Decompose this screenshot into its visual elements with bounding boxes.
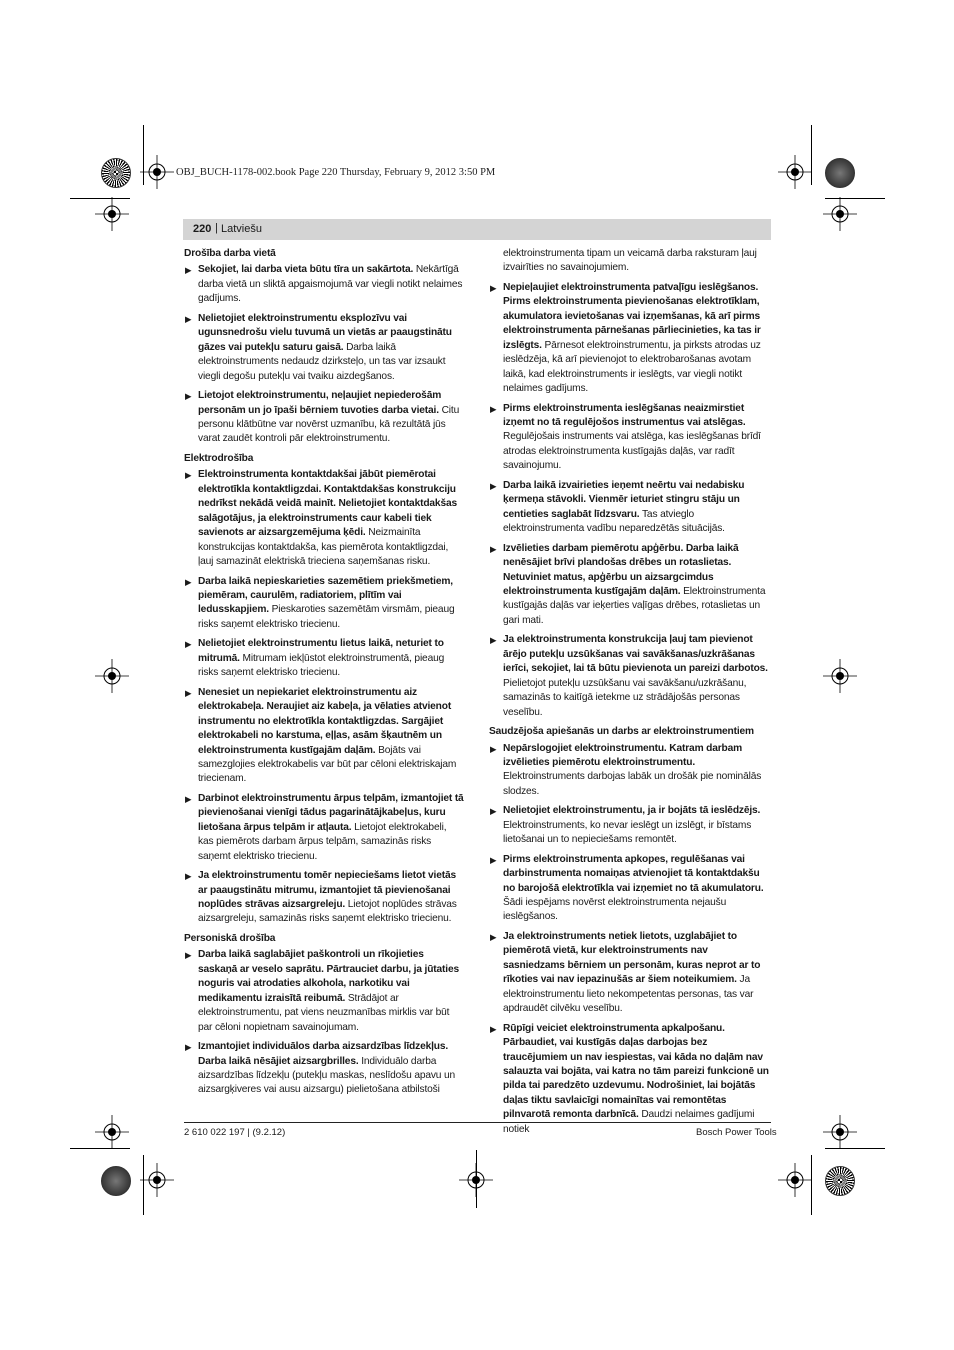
instruction-text: Pārnesot elektroinstrumentu, ja pirksts atrodas uz ieslēdzēja, kā arī pievienojot to elektrobarošanas avotam laikā, kad elektroinstruments ir ieslēgts, var viegli notikt nelaimes gadījums. [503,339,761,395]
triangle-bullet-icon: ▶ [185,687,192,698]
right-column [489,247,769,1142]
safety-instruction [489,742,769,800]
triangle-bullet-icon: ▶ [490,480,497,491]
instruction-bold: Darba laikā izvairieties ieņemt neērtu vai nedabisku ķermeņa stāvokli. Vienmēr ieturiet stingru stāju un centieties saglabāt līdzsvaru. [503,479,745,520]
instruction-bold: Nelietojiet elektroinstrumentu eksplozīvu vai ugunsnedrošu vielu tuvumā un vietās ar paaugstinātu gāzes vai putekļu saturu gaisā. [198,312,452,353]
color-calibration-disc-icon [101,1166,131,1196]
safety-instruction [489,281,769,397]
crop-mark [143,125,144,185]
instruction-text: Elektroinstruments, ko nevar ieslēgt un izslēgt, ir bīstams lietošanai un to nepieciešams remontēt. [503,819,752,846]
triangle-bullet-icon: ▶ [490,403,497,414]
registration-mark-icon [95,659,129,693]
triangle-bullet-icon: ▶ [490,1023,497,1034]
instruction-bold: Darba laikā nepieskarieties sazemētiem priekšmetiem, piemēram, caurulēm, radiatoriem, plītīm vai ledusskapjiem. [198,575,453,616]
instruction-text: Elektroinstruments darbojas labāk un drošāk pie nominālās slodzes. [503,771,762,797]
footer-rule [184,1122,771,1123]
instruction-text: Citu personu klātbūtne var novērst uzmanību, kā rezultātā jūs varat zaudēt kontroli pār elektroinstrumentu. [198,404,460,445]
instruction-bold: Pirms elektroinstrumenta apkopes, regulēšanas vai darbinstrumenta nomaiņas atvienojiet tā kontaktdakšu no barojošā elektrotīkla vai izņemiet no tā akumulatoru. [503,853,764,894]
registration-mark-icon [140,155,174,189]
crop-mark [70,1148,130,1149]
triangle-bullet-icon: ▶ [185,639,192,650]
instruction-bold: Nelietojiet elektroinstrumentu, ja ir bojāts tā ieslēdzējs. [503,805,761,817]
triangle-bullet-icon: ▶ [185,576,192,587]
instruction-bold: Ja elektroinstruments netiek lietots, uzglabājiet to piemērotā vietā, kur elektroinstruments nav sasniedzams bērniem un personām, kuras neprot ar to rīkoties vai nav iepazinušās ar šiem noteikumiem. [503,930,761,986]
color-calibration-disc-icon [825,158,855,188]
safety-instruction [489,930,769,1017]
crop-mark [143,1155,144,1215]
safety-instruction [184,263,464,306]
safety-instruction [184,575,464,633]
page-header [183,219,771,240]
instruction-bold: Darbinot elektroinstrumentu ārpus telpām, izmantojiet tā pievienošanai vienīgi tādus pagarinātājkabeļus, kuru lietošana ārpus telpām ir atļauta. [198,792,464,833]
instruction-text: Regulējošais instruments vai atslēga, kas ieslēgšanas brīdī atrodas elektroinstrumenta kustīgajās daļās, var radīt savainojumu. [503,431,761,472]
safety-instruction [184,948,464,1035]
print-slug: OBJ_BUCH-1178-002.book Page 220 Thursday, February 9, 2012 3:50 PM [176,167,496,178]
registration-mark-icon [823,197,857,231]
triangle-bullet-icon: ▶ [185,1042,192,1053]
footer-brand: Bosch Power Tools [696,1127,777,1138]
safety-instruction [489,542,769,629]
instruction-bold: Ja elektroinstrumentu tomēr nepieciešams lietot vietās ar paaugstinātu mitrumu, izmantojiet tā pievienošanai noplūdes strāvas aizsargreleju. [198,870,457,911]
safety-instruction [489,402,769,474]
header-language: Latviešu [221,223,262,235]
safety-instruction [489,853,769,925]
instruction-text: Strādājot ar elektroinstrumentu, pat viens neuzmanības mirklis var būt par cēloni nopietnam savainojumam. [198,992,450,1033]
page-number: 220 [193,223,212,235]
safety-instruction [184,389,464,447]
triangle-bullet-icon: ▶ [490,282,497,293]
triangle-bullet-icon: ▶ [490,854,497,865]
safety-instruction [184,637,464,680]
instruction-bold: Elektroinstrumenta kontaktdakšai jābūt piemērotai elektrotīkla kontaktligzdai. Kontaktdakšas konstrukciju nedrīkst nekādā veidā mainīt. Nelietojiet kontaktdakšas salāgotājus, ja elektroinstruments caur kabeli tiek savienots ar aizsargzemējuma ķēdi. [198,469,457,539]
instruction-text: Bojāts vai samezglojies elektrokabelis var būt par cēloni elektriskajam triecienam. [198,744,457,785]
instruction-bold: Izmantojiet individuālos darba aizsardzības līdzekļus. Darba laikā nēsājiet aizsargbrilles. [198,1041,449,1067]
triangle-bullet-icon: ▶ [490,743,497,754]
safety-instruction [489,479,769,537]
triangle-bullet-icon: ▶ [185,313,192,324]
crop-mark [811,1155,812,1215]
registration-mark-icon [95,197,129,231]
crop-mark [825,1148,885,1149]
registration-mark-icon [778,1163,812,1197]
registration-mark-icon [95,1115,129,1149]
instruction-bold: Rūpīgi veiciet elektroinstrumenta apkalpošanu. Pārbaudiet, vai kustīgās daļas darbojas bez traucējumiem un nav iespiestas, vai kāda no daļām nav salauzta vai bojāta, vai katra no tām pareizi funkcionē un pilda tai paredzēto uzdevumu. Nodrošiniet, lai bojātās daļas tiktu savlaicīgi nomainītas vai remontētas pilnvarotā remonta darbnīcā. [503,1022,769,1121]
instruction-text: Pielietojot putekļu uzsūkšanu vai savākšanu/uzkrāšanu, samazinās to kaitīgā ietekme uz strādājošās personas veselību. [503,677,747,718]
triangle-bullet-icon: ▶ [185,950,192,961]
registration-mark-icon [778,155,812,189]
registration-mark-icon [823,659,857,693]
instruction-text: Tas atvieglo elektroinstrumenta vadību neparedzētās situācijās. [503,508,725,535]
instruction-text: Daudzi nelaimes gadījumi notiek [503,1109,755,1135]
instruction-bold: Ja elektroinstrumenta konstrukcija ļauj tam pievienot ārējo putekļu uzsūkšanas vai savākšanas/uzkrāšanas ierīci, sekojiet, lai tā būtu pievienota un pareizi darbotos. [503,634,768,675]
section-heading: Drošība darba vietā [184,248,276,259]
instruction-text: Elektroinstrumenta kustīgajās daļās var ieķerties vaļīgas drēbes, rotaslietas un gari mati. [503,585,766,626]
instruction-bold: Izvēlieties darbam piemērotu apģērbu. Darba laikā nenēsājiet brīvi plandošas drēbes un rotaslietas. Netuviniet matus, apģērbu un aizsargcimdus elektroinstrumenta kustīgajām daļām. [503,542,739,597]
left-column [184,247,464,1103]
instruction-text: Ja elektroinstrumentu lieto nekompetentas personas, tas var apdraudēt cilvēku veselību. [503,974,754,1015]
section-heading: Elektrodrošība [184,452,254,464]
instruction-text: Individuālo darba aizsardzības līdzekļu (putekļu maskas, neslīdošu apavu un aizsargķiveres vai ausu aizsargu) pielietošana atbilstoši [198,1055,456,1096]
instruction-text: Mitrumam iekļūstot elektroinstrumentā, pieaug risks saņemt elektrisko triecienu. [198,652,445,679]
triangle-bullet-icon: ▶ [490,635,497,646]
safety-instruction [184,312,464,384]
footer-doc-number: 2 610 022 197 | (9.2.12) [184,1127,286,1138]
color-calibration-disc-icon [101,158,131,188]
triangle-bullet-icon: ▶ [185,391,192,402]
instruction-bold: Nenesiet un nepiekariet elektroinstrumentu aiz elektrokabeļa. Neraujiet aiz kabeļa, ja vēlaties atvienot instrumentu no elektrotīkla kontaktligzdas. Sargājiet elektrokabeli no karstuma, eļļas, asām šķautnēm un elektroinstrumenta kustīgajām daļām. [198,686,452,756]
crop-mark [825,198,885,199]
triangle-bullet-icon: ▶ [185,470,192,481]
triangle-bullet-icon: ▶ [490,543,497,554]
safety-instruction [489,1022,769,1138]
safety-instruction [184,468,464,569]
instruction-text: Pieskaroties sazemētām virsmām, pieaug risks saņemt elektrisko triecienu. [198,604,455,630]
instruction-bold: Lietojot elektroinstrumentu, neļaujiet nepiederošām personām un jo īpaši bērniem tuvoties darba vietai. [198,390,442,416]
registration-mark-icon [140,1163,174,1197]
header-separator: | [215,222,218,234]
instruction-text: Lietojot elektrokabeli, kas piemērots darbam ārpus telpām, samazinās risks saņemt elektrisko triecienu. [198,821,447,862]
instruction-bold: Nepieļaujiet elektroinstrumenta patvaļīgu ieslēgšanos. Pirms elektroinstrumenta pievienošanas elektrotīklam, akumulatora ievietošanas vai izņemšanas, kā arī pirms elektroinstrumenta pārnešanas pārliecinieties, ka tas ir izslēgts. [503,281,761,351]
safety-instruction [489,804,769,847]
triangle-bullet-icon: ▶ [185,871,192,882]
section-heading: Saudzējoša apiešanās un darbs ar elektroinstrumentiem [489,726,754,738]
registration-mark-icon [823,1115,857,1149]
instruction-text: Lietojot noplūdes strāvas aizsargreleju, samazinās risks saņemt elektrisko triecienu. [198,899,457,925]
triangle-bullet-icon: ▶ [490,931,497,942]
instruction-text: Neizmainīta konstrukcijas kontaktdakša, kas piemērota kontaktligzdai, ļauj samazināt elektriskā trieciena saņemšanas risku. [198,527,449,568]
color-calibration-disc-icon [825,1166,855,1196]
instruction-bold: Nelietojiet elektroinstrumentu lietus laikā, neturiet to mitrumā. [198,638,444,664]
instruction-bold: Darba laikā saglabājiet paškontroli un rīkojieties saskaņā ar veselo saprātu. Pārtrauciet darbu, ja jūtaties noguris vai atrodaties alkohola, narkotiku vai medikamentu izraisītā reibumā. [198,949,459,1004]
safety-instruction [184,1040,464,1098]
instruction-bold: Nepārslogojiet elektroinstrumentu. Katram darbam izvēlieties piemērotu elektroinstrumentu. [503,742,743,768]
triangle-bullet-icon: ▶ [185,265,192,276]
crop-mark [476,1150,477,1208]
instruction-bold: Sekojiet, lai darba vieta būtu tīra un sakārtota. [198,264,414,276]
triangle-bullet-icon: ▶ [185,793,192,804]
section-heading: Personiskā drošība [184,932,276,944]
instruction-text: Nekārtīgā darba vietā un sliktā apgaismojumā var viegli notikt nelaimes gadījums. [198,264,463,305]
instruction-text: Šādi iespējams novērst elektroinstrumenta nejaušu ieslēgšanos. [503,897,727,923]
crop-mark [811,125,812,185]
safety-instruction [184,792,464,864]
safety-instruction [184,686,464,787]
instruction-text: Darba laikā elektroinstruments nedaudz dzirksteļo, un tas var izsaukt viegli degošu putekļu vai tvaiku aizdegšanos. [198,341,446,382]
instruction-bold: Pirms elektroinstrumenta ieslēgšanas neaizmirstiet izņemt no tā regulējošos instrumentus vai atslēgas. [503,402,746,428]
triangle-bullet-icon: ▶ [490,806,497,817]
safety-instruction [184,869,464,927]
crop-mark [70,198,130,199]
continued-paragraph: elektroinstrumenta tipam un veicamā darba raksturam ļauj izvairīties no savainojumiem. [503,248,757,274]
safety-instruction [489,633,769,720]
